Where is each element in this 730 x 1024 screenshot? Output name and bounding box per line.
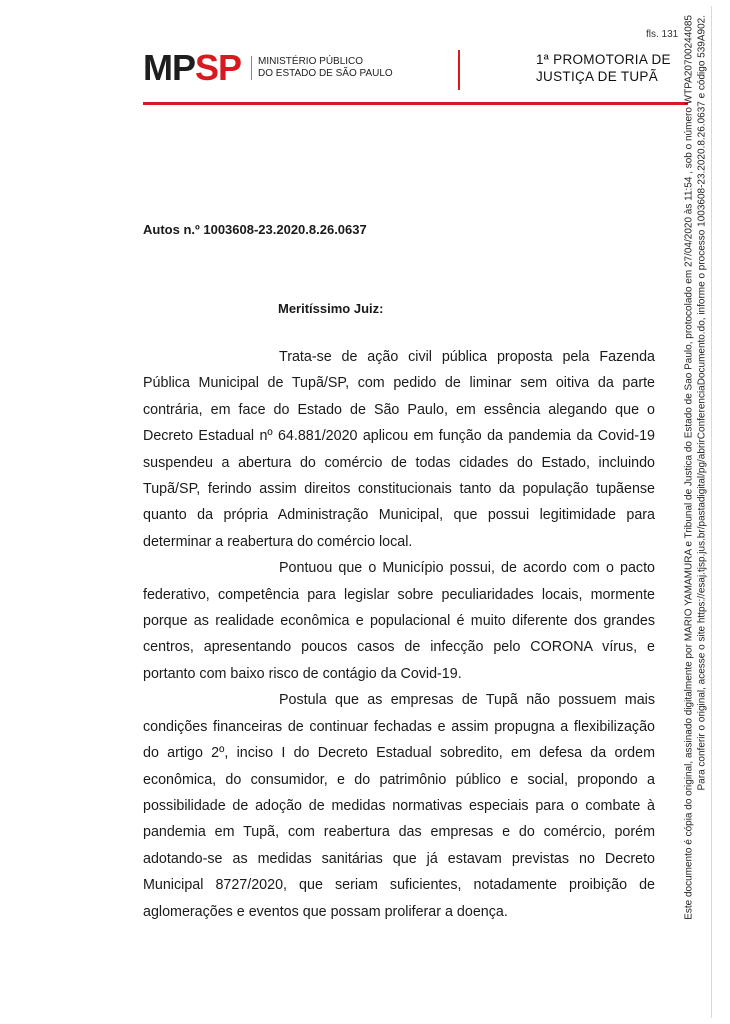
- body-text: [143, 344, 655, 925]
- side-note-line1: Este documento é cópia do original, assinado digitalmente por MARIO YAMAMURA e Tribunal de Justica do Estado de Sao Paulo, protocolado em 27/04/2020 às 11:54 , sob o número WTPA20700244085: [683, 15, 695, 920]
- side-note-line2: Para conferir o original, acesse o site https://esaj.tjsp.jus.br/pastadigital/pg/abrirConferenciaDocumento.do, informe o processo 1003608-23.2020.8.26.0637 e código 539A902.: [696, 15, 707, 791]
- logo-org-line1: MINISTÉRIO PÚBLICO: [258, 56, 364, 67]
- logo-organization-name: [251, 56, 393, 80]
- salutation: Meritíssimo Juiz:: [278, 301, 384, 316]
- logo-mp-letters: MP: [143, 47, 195, 88]
- case-number: Autos n.º 1003608-23.2020.8.26.0637: [143, 222, 367, 237]
- side-verification-note: [671, 10, 721, 1020]
- paragraph: Postula que as empresas de Tupã não possuem mais condições financeiras de continuar fechadas e assim propugna a flexibilização do artigo 2º, inciso I do Decreto Estadual sobredito, em defesa da ordem econômica, do consumidor, e do patrimônio público e social, propondo a possibilidade de adoção de medidas normativas especiais para o combate à pandemia em Tupã, com reabertura das empresas e do comércio, porém adotando-se as medidas sanitárias que já estavam previstas no Decreto Municipal 8727/2020, que seriam suficientes, notadamente proibição de aglomerações e eventos que possam proliferar a doença.: [143, 692, 655, 920]
- page-number: fls. 131: [646, 29, 679, 40]
- mpsp-logo: [143, 47, 393, 88]
- logo-org-line2: DO ESTADO DE SÃO PAULO: [258, 68, 393, 79]
- promotoria-title: 1ª PROMOTORIA DE JUSTIÇA DE TUPÃ: [536, 52, 671, 84]
- logo-sp-letters: SP: [195, 47, 242, 88]
- header-divider: [458, 50, 460, 90]
- header-rule: [143, 102, 688, 105]
- paragraph: Pontuou que o Município possui, de acordo com o pacto federativo, competência para legislar sobre peculiaridades locais, mormente porque as realidade econômica e populacional é muito diferente dos grandes centros, apresentando poucos casos de infecção pelo CORONA vírus, e portanto com baixo risco de contágio da Covid-19.: [143, 560, 655, 682]
- paragraph: Trata-se de ação civil pública proposta pela Fazenda Pública Municipal de Tupã/SP, com pedido de liminar sem oitiva da parte contrária, em face do Estado de São Paulo, em essência alegando que o Decreto Estadual nº 64.881/2020 aplicou em função da pandemia da Covid-19 suspendeu a abertura do comércio de todas cidades do Estado, incluindo Tupã/SP, ferindo assim direitos constitucionais tanto da população tupãense quanto da própria Administração Municipal, que possui legitimidade para determinar a reabertura do comércio local.: [143, 349, 655, 550]
